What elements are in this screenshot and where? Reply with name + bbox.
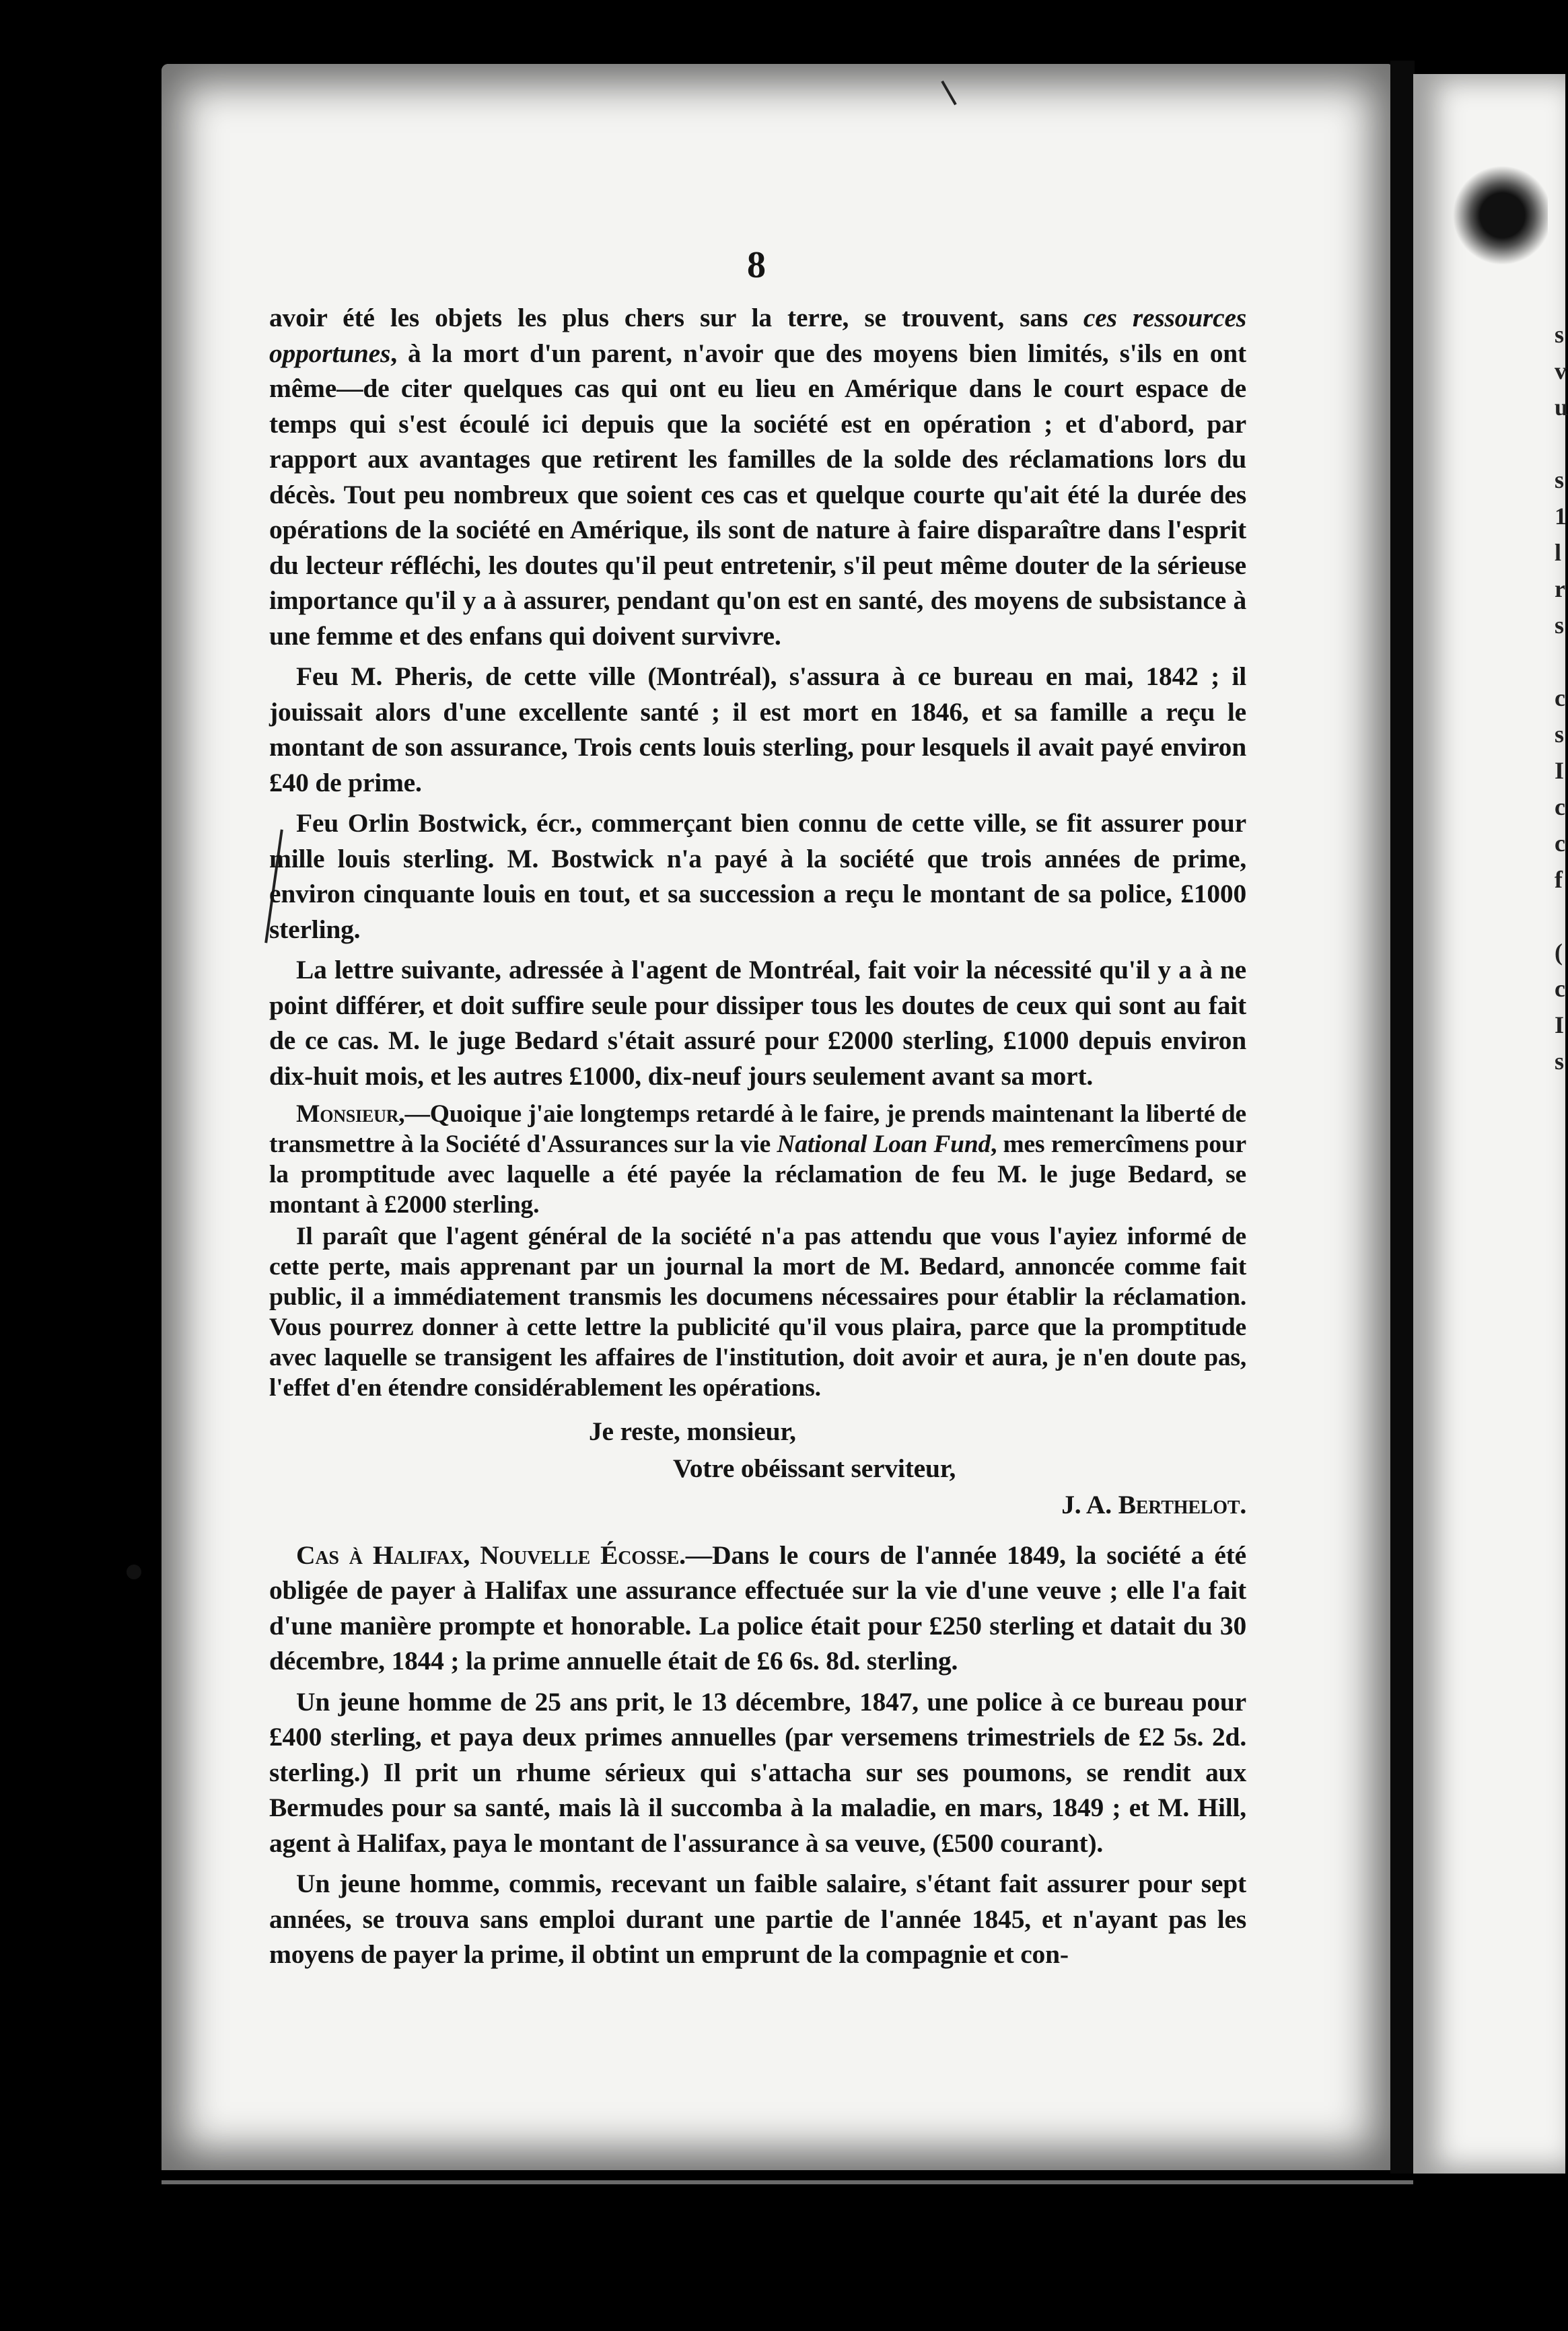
scan-border-bottom: [0, 2174, 1565, 2331]
letter-closing-1: Je reste, monsieur,: [589, 1416, 796, 1446]
section-heading: Cas à Halifax, Nouvelle Écosse.: [296, 1540, 686, 1570]
facing-page-edge: [1413, 74, 1565, 2174]
letter-paragraph-2: Il paraît que l'agent général de la société n'a pas attendu que vous l'ayiez informé de cette perte, mais apprenant par un journal la mort de M. Bedard, annoncée comme fait public, il a immédiatement transmis les documens nécessaires pour établir la réclamation. Vous pourrez donner à cette lettre la publicité qu'il vous plaira, parce que la promptitude avec laquelle se transigent les affaires de l'institution, doit avoir et aura, je n'en doute pas, l'effet d'en étendre considérablement les opérations.: [269, 1223, 1246, 1402]
paragraph-pheris: Feu M. Pheris, de cette ville (Montréal), s'assura à ce bureau en mai, 1842 ; il jouissait alors d'une excellente santé ; il est mort en 1846, et sa famille a reçu le montant de son assurance, Trois cents louis sterling, pour lesquels il avait payé environ £40 de prime.: [269, 661, 1246, 797]
paragraph-letter-intro: La lettre suivante, adressée à l'agent de Montréal, fait voir la nécessité qu'il y a à ne point différer, et doit suffire seule pour dissiper tous les doutes de ceux qui sont au fait de ce cas. M. le juge Bedard s'était assuré pour £2000 sterling, £1000 depuis environ dix-huit mois, et les autres £1000, dix-neuf jours seulement avant sa mort.: [269, 955, 1246, 1091]
letter-paragraph-1: Monsieur,—Quoique j'aie longtemps retardé à le faire, je prends maintenant la liberté de transmettre à la Société d'Assurances sur la vie National Loan Fund, mes remercîmens pour la promptitude avec laquelle a été payée la réclamation de feu M. le juge Bedard, se montant à £2000 sterling.: [269, 1100, 1246, 1219]
quoted-letter: [269, 1099, 1246, 1403]
ink-stain: [1447, 158, 1548, 273]
paragraph-clerk: Un jeune homme, commis, recevant un faible salaire, s'étant fait assurer pour sept années, se trouva sans emploi durant une partie de l'année 1845, et n'ayant pas les moyens de payer la prime, il obtint un emprunt de la compagnie et con-: [269, 1869, 1246, 1969]
italic-phrase: ces ressources opportunes: [269, 303, 1246, 368]
letter-salutation: Monsieur,: [296, 1100, 405, 1128]
paragraph-1: avoir été les objets les plus chers sur la terre, se trouvent, sans ces ressources opportunes, à la mort d'un parent, n'avoir que des moyens bien limités, s'ils en ont même—de citer quelques cas qui ont eu lieu en Amérique dans le court espace de temps qui s'est écoulé ici depuis que la société est en opération ; et d'abord, par rapport aux avantages que retirent les familles de la solde des réclamations lors du décès. Tout peu nombreux que soient ces cas et quelque courte qu'ait été la durée des opérations de la société en Amérique, ils sont de nature à faire disparaître dans l'esprit du lecteur réfléchi, les doutes qu'il peut entretenir, s'il peut même douter de la sérieuse importance qu'il y a à assurer, pendant qu'on est en santé, des moyens de subsistance à une femme et des enfans qui doivent survivre.: [269, 303, 1246, 651]
ink-dot: [127, 1565, 141, 1579]
paragraph-halifax: Cas à Halifax, Nouvelle Écosse.—Dans le cours de l'année 1849, la société a été obligée de payer à Halifax une assurance effectuée sur la vie d'une veuve ; elle l'a fait d'une manière prompte et honorable. La police était pour £250 sterling et datait du 30 décembre, 1844 ; la prime annuelle était de £6 6s. 8d. sterling.: [269, 1540, 1246, 1676]
page-body: [269, 300, 1246, 1978]
paragraph-young-man: Un jeune homme de 25 ans prit, le 13 décembre, 1847, une police à ce bureau pour £400 sterling, et paya deux primes annuelles (par versemens trimestriels de £2 5s. 2d. sterling.) Il prit un rhume sérieux qui s'attacha sur ses poumons, se rendit aux Bermudes pour sa santé, mais là il succomba à la maladie, en mars, 1849 ; et M. Hill, agent à Halifax, paya le montant de l'assurance à sa veuve, (£500 courant).: [269, 1686, 1246, 1858]
letter-signature: J. A. Berthelot.: [1061, 1490, 1246, 1519]
facing-page-text-fragment: s v u s 1 l r s c s I c c f ( c I s: [1555, 321, 1568, 1075]
page-number: 8: [747, 244, 766, 286]
letter-closing-2: Votre obéissant serviteur,: [673, 1453, 956, 1483]
scan-border-top: [0, 0, 1565, 67]
book-gutter: [1390, 61, 1415, 2194]
page-bottom-rule: [162, 2180, 1413, 2184]
paragraph-bostwick: Feu Orlin Bostwick, écr., commerçant bien connu de cette ville, se fit assurer pour mille louis sterling. M. Bostwick n'a payé à la société que trois années de prime, environ cinquante louis en tout, et sa succession a reçu le montant de sa police, £1000 sterling.: [269, 808, 1246, 944]
company-name: National Loan Fund: [777, 1131, 991, 1158]
